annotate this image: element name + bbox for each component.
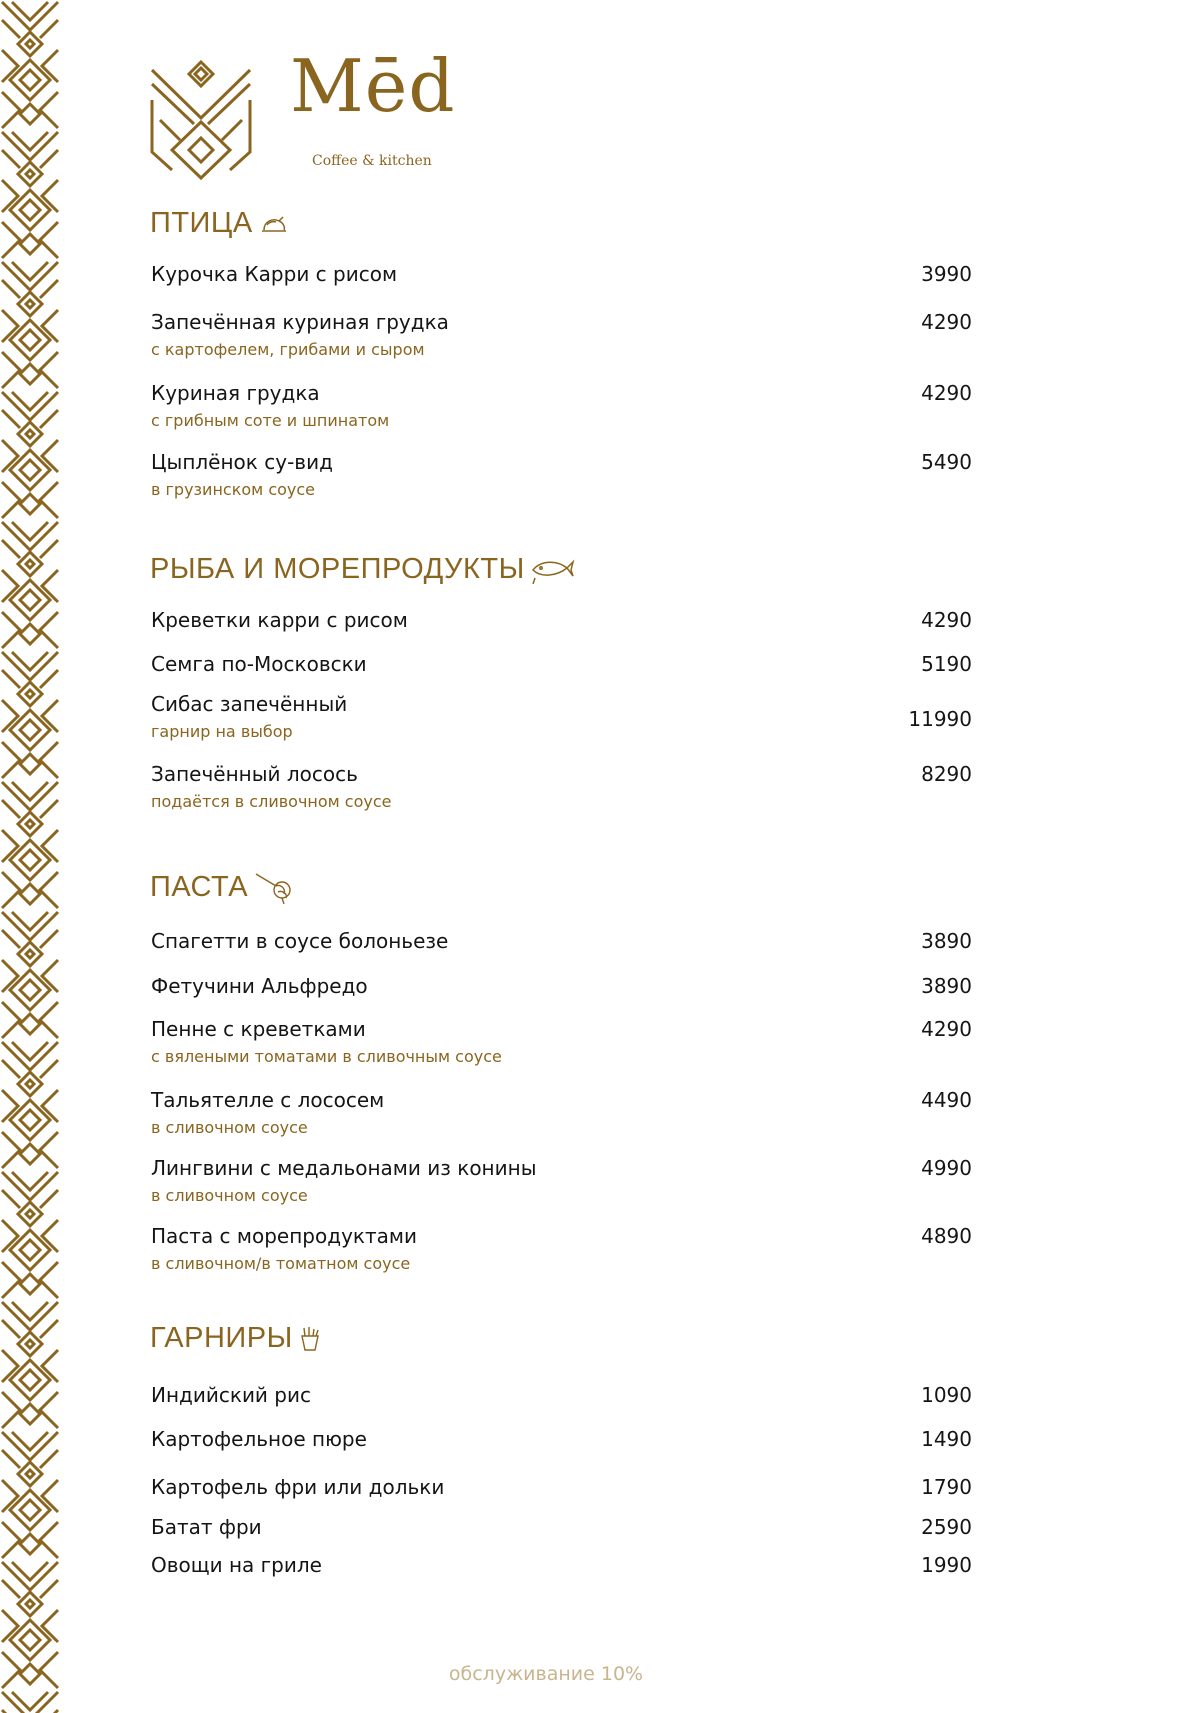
menu-item-price: 5190 — [921, 652, 972, 676]
menu-item-name: Цыплёнок су-вид — [151, 450, 333, 474]
menu-item-name: Запечённая куриная грудка — [151, 310, 449, 334]
menu-item-name: Индийский рис — [151, 1383, 311, 1407]
menu-item-name: Овощи на гриле — [151, 1553, 322, 1577]
menu-item-price: 8290 — [921, 762, 972, 786]
menu-item-description: в грузинском соусе — [151, 480, 316, 499]
menu-item-description: с вялеными томатами в сливочным соусе — [151, 1047, 502, 1066]
brand-subtitle: Coffee & kitchen — [312, 153, 432, 169]
menu-item-name: Спагетти в соусе болоньезе — [151, 929, 449, 953]
menu-item-name: Креветки карри с рисом — [151, 608, 408, 632]
menu-item-name: Паста с морепродуктами — [151, 1224, 417, 1248]
roast-chicken-icon — [259, 213, 289, 235]
menu-item-description: гарнир на выбор — [151, 722, 293, 741]
menu-item-name: Фетучини Альфредо — [151, 974, 368, 998]
menu-item-price: 1990 — [921, 1553, 972, 1577]
menu-item-description: в сливочном/в томатном соусе — [151, 1254, 411, 1273]
fries-icon — [299, 1326, 321, 1352]
menu-item-price: 1090 — [921, 1383, 972, 1407]
menu-item-name: Картофель фри или дольки — [151, 1475, 445, 1499]
menu-item-price: 11990 — [908, 707, 972, 731]
menu-item-price: 5490 — [921, 450, 972, 474]
section-title-pasta — [150, 870, 294, 904]
brand-emblem-icon — [150, 60, 252, 182]
section-title-text: ГАРНИРЫ — [150, 1322, 293, 1354]
section-title-seafood — [150, 555, 575, 584]
menu-item-description: с картофелем, грибами и сыром — [151, 340, 425, 359]
menu-item-price: 4890 — [921, 1224, 972, 1248]
menu-item-description: подаётся в сливочном соусе — [151, 792, 392, 811]
menu-item-name: Запечённый лосось — [151, 762, 358, 786]
menu-item-name: Батат фри — [151, 1515, 262, 1539]
menu-item-price: 3890 — [921, 974, 972, 998]
menu-item-name: Картофельное пюре — [151, 1427, 367, 1451]
menu-item-name: Семга по-Московски — [151, 652, 367, 676]
menu-item-description: в сливочном соусе — [151, 1186, 308, 1205]
menu-item-price: 1790 — [921, 1475, 972, 1499]
brand-logo — [150, 44, 470, 185]
ornamental-border — [0, 0, 62, 1713]
pasta-fork-icon — [254, 870, 294, 904]
brand-name: Mēd — [290, 44, 456, 128]
menu-item-name: Тальятелле с лососем — [151, 1088, 385, 1112]
menu-item-name: Пенне с креветками — [151, 1017, 366, 1041]
menu-item-name: Куриная грудка — [151, 381, 320, 405]
menu-item-name: Лингвини с медальонами из конины — [151, 1156, 537, 1180]
menu-item-price: 4290 — [921, 608, 972, 632]
menu-item-price: 1490 — [921, 1427, 972, 1451]
menu-item-price: 2590 — [921, 1515, 972, 1539]
section-title-text: РЫБА И МОРЕПРОДУКТЫ — [150, 553, 525, 585]
menu-item-price: 4290 — [921, 381, 972, 405]
menu-item-name: Курочка Карри с рисом — [151, 262, 398, 286]
section-title-text: ПТИЦА — [150, 207, 253, 239]
menu-item-description: с грибным соте и шпинатом — [151, 411, 390, 430]
section-title-poultry — [150, 209, 289, 238]
menu-item-price: 3890 — [921, 929, 972, 953]
menu-item-price: 4490 — [921, 1088, 972, 1112]
menu-item-description: в сливочном соусе — [151, 1118, 308, 1137]
menu-item-price: 3990 — [921, 262, 972, 286]
menu-item-name: Сибас запечённый — [151, 692, 348, 716]
section-title-sides — [150, 1324, 321, 1353]
service-charge-note: обслуживание 10% — [448, 1663, 644, 1685]
fish-icon — [531, 556, 575, 584]
menu-item-price: 4290 — [921, 1017, 972, 1041]
section-title-text: ПАСТА — [150, 870, 249, 903]
menu-item-price: 4990 — [921, 1156, 972, 1180]
menu-item-price: 4290 — [921, 310, 972, 334]
